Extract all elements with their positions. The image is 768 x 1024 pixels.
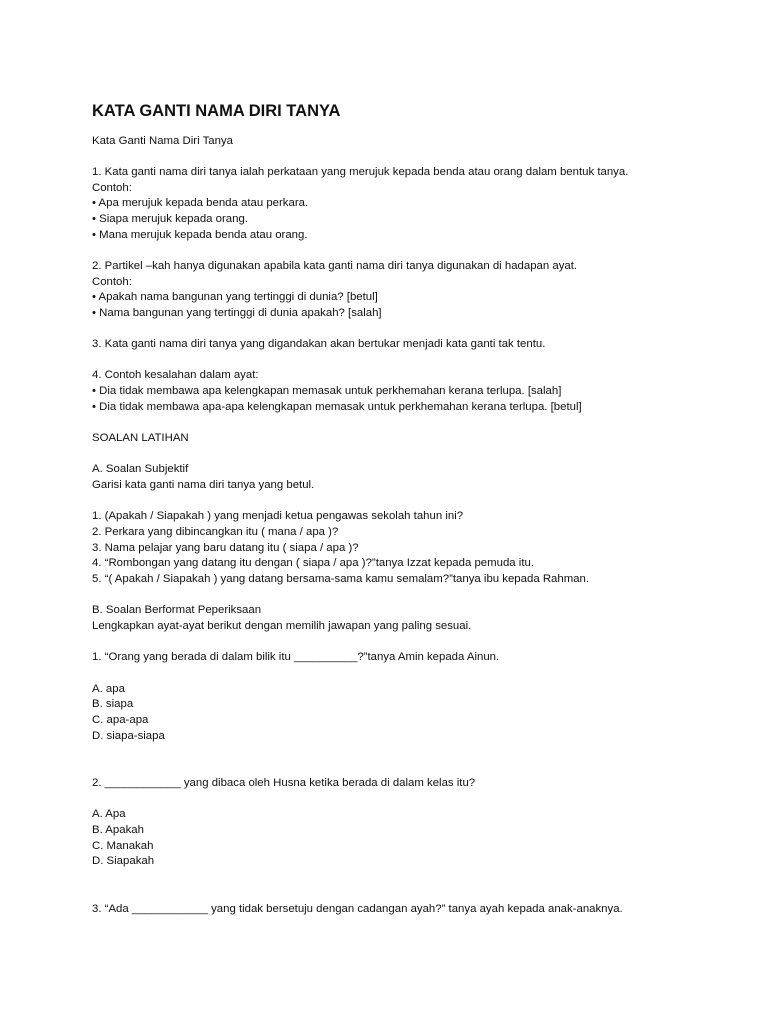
point-4: 4. Contoh kesalahan dalam ayat: [92,369,259,381]
point-2: 2. Partikel –kah hanya digunakan apabila kata ganti nama diri tanya digunakan di hadapan ayat. [92,260,578,272]
bullet-item: • Nama bangunan yang tertinggi di dunia apakah? [salah] [92,307,382,319]
question: 4. “Rombongan yang datang itu dengan ( siapa / apa )?”tanya Izzat kepada pemuda itu. [92,557,534,569]
document-title: KATA GANTI NAMA DIRI TANYA [92,102,341,120]
answer-option: B. Apakah [92,824,144,836]
point-3: 3. Kata ganti nama diri tanya yang digandakan akan bertukar menjadi kata ganti tak tentu. [92,338,546,350]
subtitle: Kata Ganti Nama Diri Tanya [92,135,233,147]
bullet-item: • Dia tidak membawa apa kelengkapan memasak untuk perkhemahan kerana terlupa. [salah] [92,385,562,397]
question: 3. Nama pelajar yang baru datang itu ( siapa / apa )? [92,542,359,554]
answer-option: C. Manakah [92,840,154,852]
answer-option: C. apa-apa [92,714,149,726]
bullet-item: • Apakah nama bangunan yang tertinggi di dunia? [betul] [92,291,378,303]
bullet-item: • Siapa merujuk kepada orang. [92,213,248,225]
answer-option: D. siapa-siapa [92,730,165,742]
section-heading: SOALAN LATIHAN [92,432,189,444]
subsection-heading: B. Soalan Berformat Peperiksaan [92,604,262,616]
bullet-item: • Apa merujuk kepada benda atau perkara. [92,197,309,209]
bullet-item: • Dia tidak membawa apa-apa kelengkapan memasak untuk perkhemahan kerana terlupa. [betul] [92,401,582,413]
answer-option: D. Siapakah [92,855,155,867]
example-label: Contoh: [92,276,132,288]
instruction: Lengkapkan ayat-ayat berikut dengan memilih jawapan yang paling sesuai. [92,620,472,632]
bullet-item: • Mana merujuk kepada benda atau orang. [92,229,308,241]
answer-option: B. siapa [92,698,134,710]
question: 1. “Orang yang berada di dalam bilik itu __________?”tanya Amin kepada Ainun. [92,651,500,663]
question: 2. ____________ yang dibaca oleh Husna ketika berada di dalam kelas itu? [92,777,476,789]
subsection-heading: A. Soalan Subjektif [92,463,189,475]
question: 3. “Ada ____________ yang tidak bersetuju dengan cadangan ayah?” tanya ayah kepada anak-anaknya. [92,903,623,915]
point-1: 1. Kata ganti nama diri tanya ialah perkataan yang merujuk kepada benda atau orang dalam bentuk tanya. [92,166,629,178]
question: 2. Perkara yang dibincangkan itu ( mana / apa )? [92,526,339,538]
question: 1. (Apakah / Siapakah ) yang menjadi ketua pengawas sekolah tahun ini? [92,510,464,522]
answer-option: A. Apa [92,808,126,820]
example-label: Contoh: [92,182,132,194]
question: 5. “( Apakah / Siapakah ) yang datang bersama-sama kamu semalam?”tanya ibu kepada Rahman. [92,573,590,585]
answer-option: A. apa [92,683,125,695]
instruction: Garisi kata ganti nama diri tanya yang betul. [92,479,315,491]
